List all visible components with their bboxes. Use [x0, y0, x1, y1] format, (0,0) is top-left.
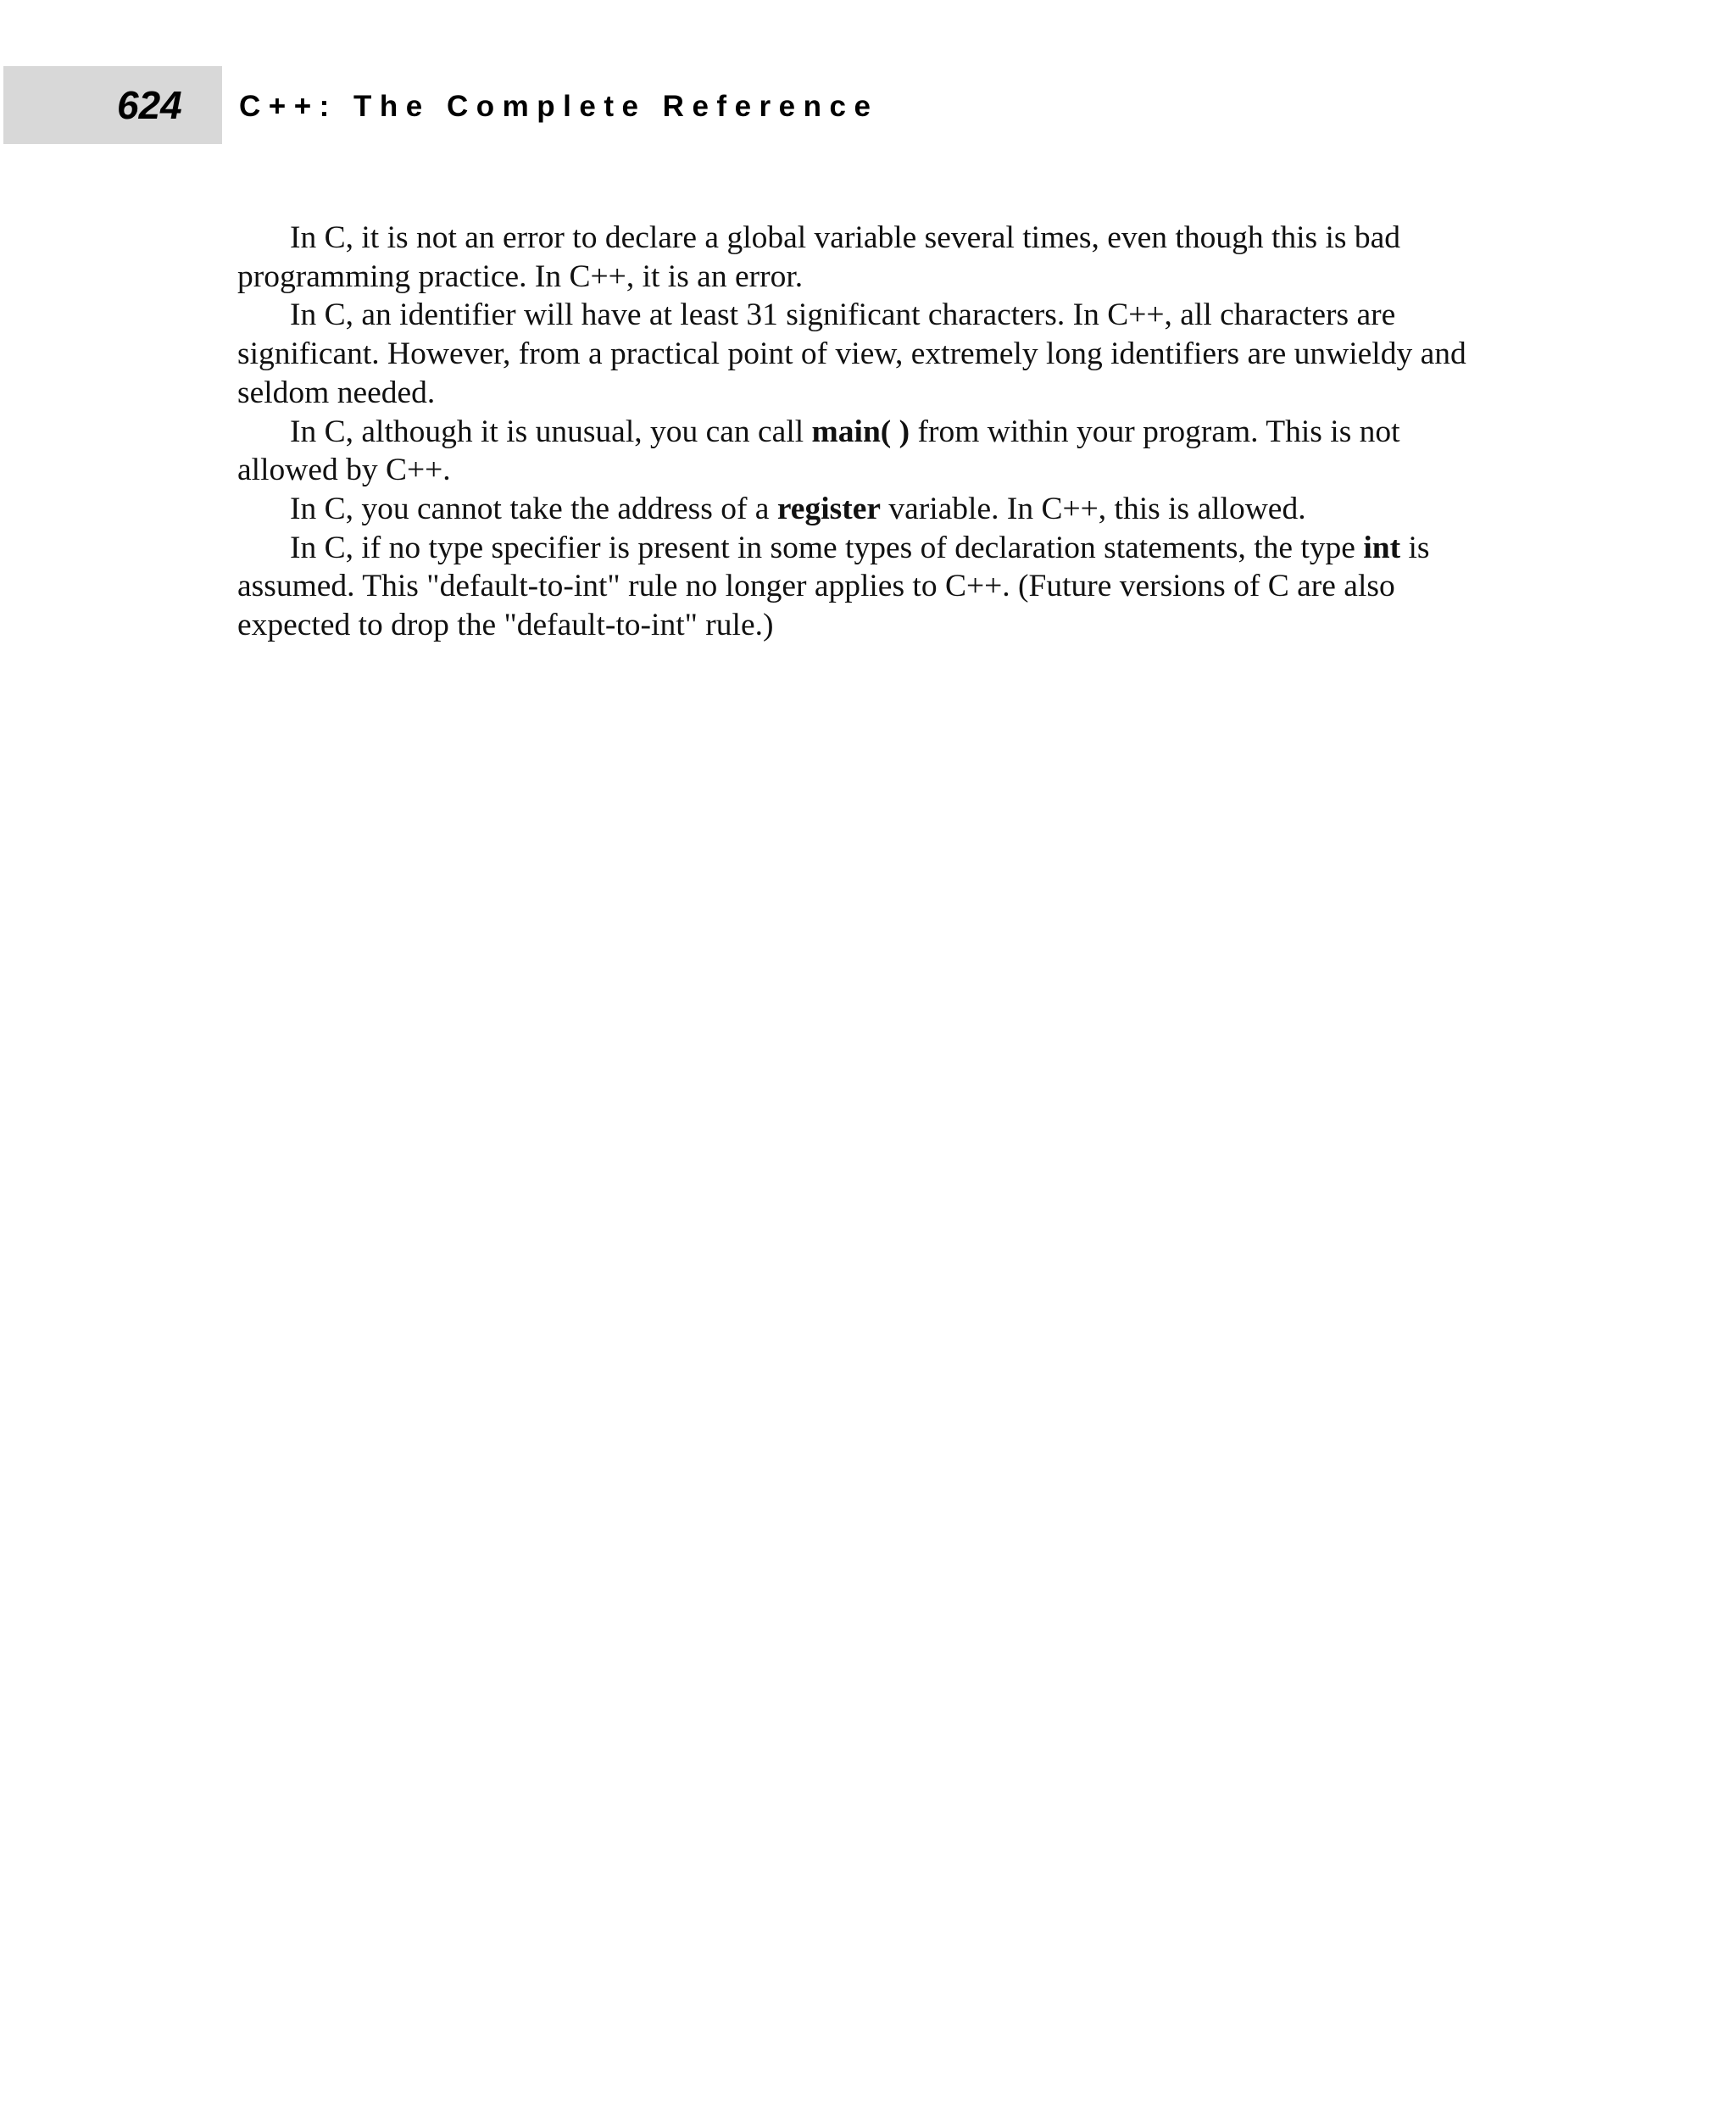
keyword-main: main( ): [811, 414, 910, 449]
keyword-int: int: [1363, 530, 1401, 565]
paragraph-text: In C, it is not an error to declare a global variable several times, even though this is bad programming practice. In C++, it is an error.: [237, 220, 1401, 294]
paragraph-main-call: [237, 413, 1492, 490]
paragraph-text: In C, an identifier will have at least 31 significant characters. In C++, all characters are significant. However, from a practical point of view, extremely long identifiers are unwieldy and seldom needed.: [237, 297, 1466, 410]
paragraph-global-redeclaration: [237, 219, 1492, 296]
page-number: 624: [117, 83, 182, 127]
page-number-tab: [3, 66, 222, 144]
paragraph-register-address: [237, 490, 1492, 529]
paragraph-text-after: variable. In C++, this is allowed.: [880, 491, 1306, 526]
paragraph-identifier-length: [237, 296, 1492, 412]
paragraph-text-before: In C, you cannot take the address of a: [290, 491, 777, 526]
running-head-title: C++: The Complete Reference: [239, 90, 879, 123]
paragraph-default-to-int: [237, 529, 1492, 645]
paragraph-text-after: from within your program. This is not allowed by C++.: [237, 414, 1400, 488]
paragraph-text-before: In C, although it is unusual, you can call: [290, 414, 812, 449]
keyword-register: register: [776, 491, 881, 526]
paragraph-text-after: is assumed. This "default-to-int" rule no longer applies to C++. (Future versions of C are also expected to drop the "default-to-int" rule.): [237, 530, 1430, 643]
body-text: [237, 219, 1492, 645]
paragraph-text-before: In C, if no type specifier is present in some types of declaration statements, the type: [290, 530, 1364, 565]
